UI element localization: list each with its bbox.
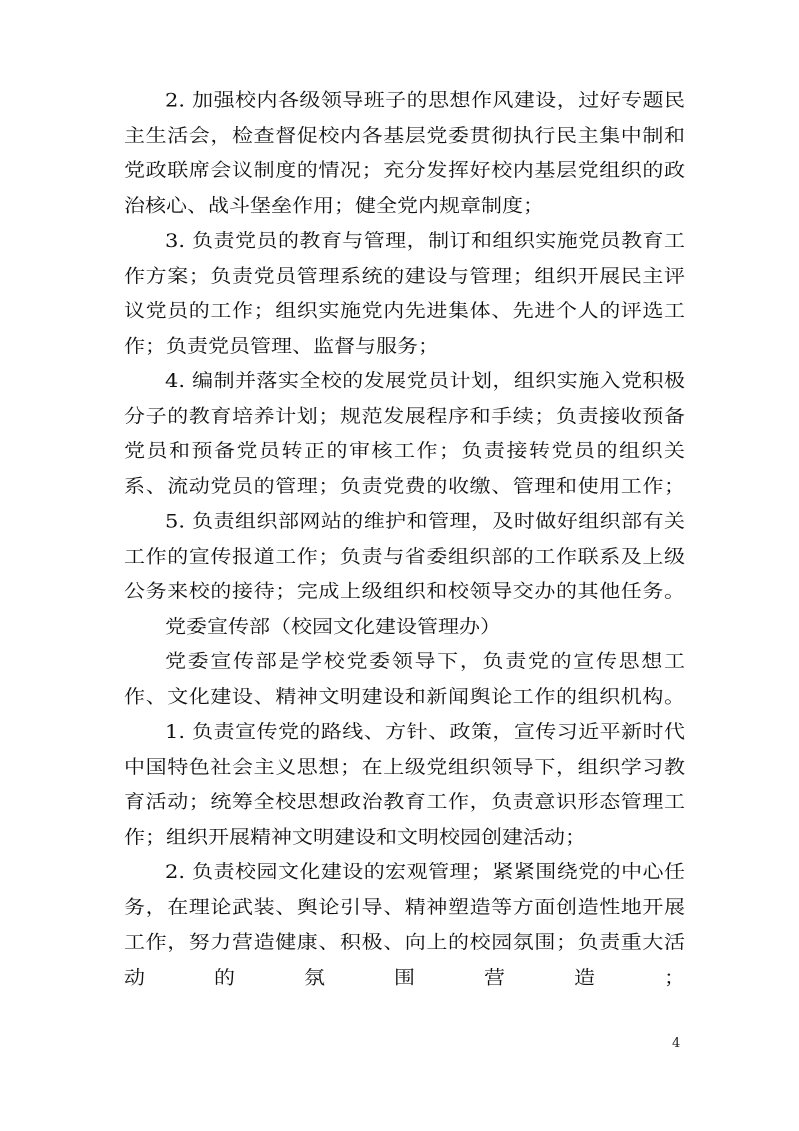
paragraph-line: 1. 负责宣传党的路线、方针、政策，宣传习近平新时代 <box>165 720 685 743</box>
paragraph-line: 4. 编制并落实全校的发展党员计划，组织实施入党积极 <box>165 370 685 392</box>
paragraph-line: 作；负责党员管理、监督与服务； <box>124 335 439 357</box>
paragraph-line: 分子的教育培养计划；规范发展程序和手续；负责接收预备 <box>124 405 685 428</box>
paragraph-line: 动的氛围营造； <box>124 966 685 989</box>
paragraph-line: 系、流动党员的管理；负责党费的收缴、管理和使用工作； <box>124 475 685 498</box>
paragraph-line: 2. 负责校园文化建设的宏观管理；紧紧围绕党的中心任 <box>165 861 685 883</box>
paragraph-line: 治核心、战斗堡垒作用；健全党内规章制度； <box>124 195 544 217</box>
paragraph-line: 作；组织开展精神文明建设和文明校园创建活动； <box>124 826 586 848</box>
paragraph-line: 工作的宣传报道工作；负责与省委组织部的工作联系及上级 <box>124 546 685 568</box>
paragraph-line: 主生活会，检查督促校内各基层党委贯彻执行民主集中制和 <box>124 125 685 147</box>
paragraph-line: 议党员的工作；组织实施党内先进集体、先进个人的评选工 <box>124 300 685 322</box>
paragraph-line: 工作，努力营造健康、积极、向上的校园氛围；负责重大活 <box>124 931 685 953</box>
paragraph-line: 5. 负责组织部网站的维护和管理，及时做好组织部有关 <box>165 510 685 532</box>
paragraph-line: 党员和预备党员转正的审核工作；负责接转党员的组织关 <box>124 440 685 462</box>
paragraph-line: 党委宣传部是学校党委领导下，负责党的宣传思想工 <box>165 650 685 673</box>
paragraph-line: 作方案；负责党员管理系统的建设与管理；组织开展民主评 <box>124 265 685 287</box>
paragraph-line: 中国特色社会主义思想；在上级党组织领导下，组织学习教 <box>124 756 685 778</box>
section-heading: 党委宣传部（校园文化建设管理办） <box>165 616 501 638</box>
paragraph-line: 3. 负责党员的教育与管理，制订和组织实施党员教育工 <box>165 229 685 252</box>
paragraph-line: 育活动；统筹全校思想政治教育工作，负责意识形态管理工 <box>124 791 685 813</box>
paragraph-line: 公务来校的接待；完成上级组织和校领导交办的其他任务。 <box>124 580 685 602</box>
page-number: 4 <box>672 1036 681 1051</box>
paragraph-line: 务，在理论武装、舆论引导、精神塑造等方面创造性地开展 <box>124 896 685 919</box>
paragraph-line: 党政联席会议制度的情况；充分发挥好校内基层党组织的政 <box>124 159 685 182</box>
paragraph-line: 2. 加强校内各级领导班子的思想作风建设，过好专题民 <box>165 89 685 111</box>
paragraph-line: 作、文化建设、精神文明建设和新闻舆论工作的组织机构。 <box>124 686 685 708</box>
